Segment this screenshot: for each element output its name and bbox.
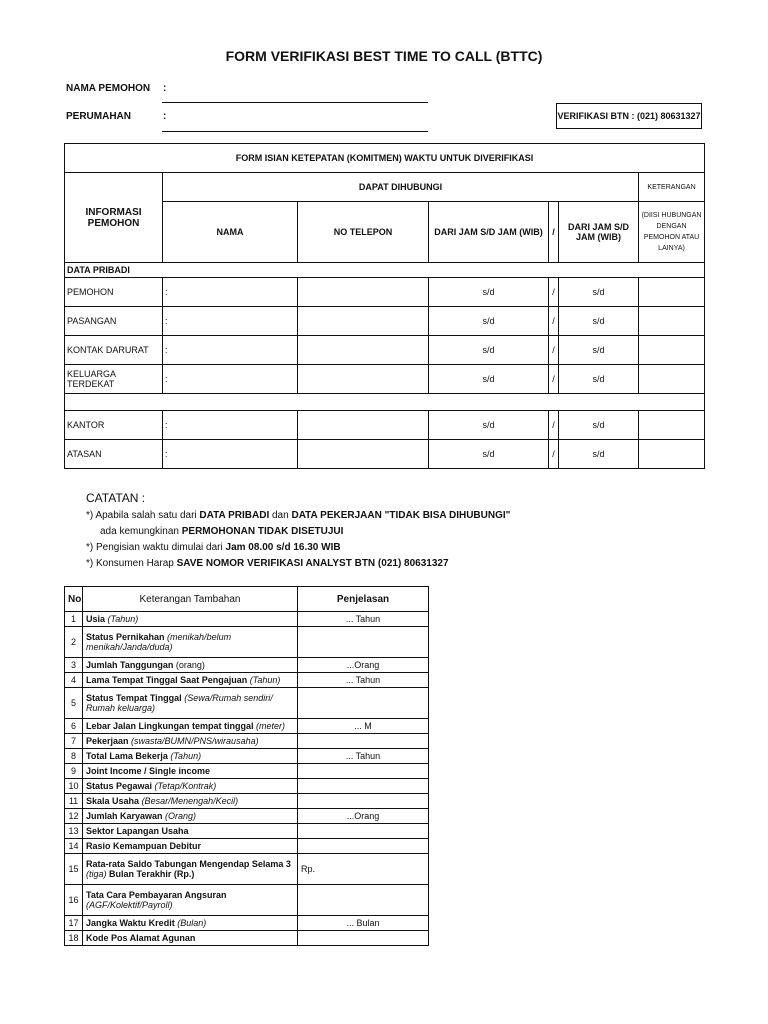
section-data-pekerjaan (65, 394, 705, 411)
nama-pemohon-field[interactable] (162, 101, 428, 103)
keterangan-cell[interactable] (639, 440, 705, 469)
perumahan-label: PERUMAHAN (66, 111, 131, 122)
jam-cell-2[interactable]: s/d (559, 307, 639, 336)
jam-cell-2[interactable]: s/d (559, 336, 639, 365)
catatan-heading: CATATAN : (86, 491, 146, 505)
nama-pemohon-colon: : (163, 83, 167, 94)
row-number: 11 (65, 794, 83, 809)
row-label: PEMOHON (65, 278, 163, 307)
catatan-line-1: *) Apabila salah satu dari DATA PRIBADI dan DATA PEKERJAAN "TIDAK BISA DIHUBUNGI" (86, 510, 511, 521)
row-keterangan: Kode Pos Alamat Agunan (83, 931, 298, 946)
col-nama: NAMA (163, 202, 298, 263)
table-row (65, 931, 429, 946)
nama-cell[interactable]: : (163, 365, 298, 394)
nama-cell[interactable]: : (163, 440, 298, 469)
row-penjelasan[interactable] (298, 764, 429, 779)
keterangan-cell[interactable] (639, 307, 705, 336)
table-row (65, 854, 429, 885)
row-number: 10 (65, 779, 83, 794)
row-penjelasan[interactable]: ... Tahun (298, 673, 429, 688)
table-row (65, 658, 429, 673)
row-keterangan: Jangka Waktu Kredit (Bulan) (83, 916, 298, 931)
row-keterangan: Jumlah Karyawan (Orang) (83, 809, 298, 824)
row-penjelasan[interactable] (298, 824, 429, 839)
col-slash: / (549, 202, 559, 263)
jam-cell-2[interactable]: s/d (559, 278, 639, 307)
catatan-line-2: ada kemungkinan PERMOHONAN TIDAK DISETUJUI (100, 526, 344, 537)
col-keterangan-tambahan: Keterangan Tambahan (83, 587, 298, 612)
row-number: 2 (65, 627, 83, 658)
jam-cell-2[interactable]: s/d (559, 411, 639, 440)
jam-cell-1[interactable]: s/d (429, 365, 549, 394)
row-atasan (65, 440, 705, 469)
nama-cell[interactable]: : (163, 411, 298, 440)
form-heading: FORM ISIAN KETEPATAN (KOMITMEN) WAKTU UNTUK DIVERIFIKASI (65, 144, 705, 173)
col-no-telepon: NO TELEPON (298, 202, 429, 263)
section-data-pribadi: DATA PRIBADI (65, 263, 705, 278)
nama-cell[interactable]: : (163, 336, 298, 365)
nama-pemohon-label: NAMA PEMOHON (66, 83, 151, 94)
row-keterangan: Usia (Tahun) (83, 612, 298, 627)
row-number: 7 (65, 734, 83, 749)
verifikasi-btn-box: VERIFIKASI BTN : (021) 80631327 (556, 103, 702, 129)
row-keterangan: Lama Tempat Tinggal Saat Pengajuan (Tahun) (83, 673, 298, 688)
row-keterangan: Status Pegawai (Tetap/Kontrak) (83, 779, 298, 794)
table-row (65, 719, 429, 734)
keterangan-header: KETERANGAN (639, 173, 705, 202)
col-dari-jam-2: DARI JAM S/D JAM (WIB) (559, 202, 639, 263)
row-keterangan: Joint Income / Single income (83, 764, 298, 779)
row-number: 15 (65, 854, 83, 885)
slash-cell: / (549, 440, 559, 469)
informasi-pemohon-header: INFORMASI PEMOHON (65, 173, 163, 263)
row-number: 18 (65, 931, 83, 946)
jam-cell-1[interactable]: s/d (429, 278, 549, 307)
row-number: 5 (65, 688, 83, 719)
table-row (65, 764, 429, 779)
row-label: KONTAK DARURAT (65, 336, 163, 365)
nama-cell[interactable]: : (163, 307, 298, 336)
row-label: KANTOR (65, 411, 163, 440)
telepon-cell[interactable] (298, 440, 429, 469)
row-keterangan: Rata-rata Saldo Tabungan Mengendap Selama 3 (tiga) Bulan Terakhir (Rp.) (83, 854, 298, 885)
table-row (65, 734, 429, 749)
row-penjelasan[interactable]: ...Orang (298, 658, 429, 673)
table-row (65, 627, 429, 658)
row-number: 1 (65, 612, 83, 627)
telepon-cell[interactable] (298, 278, 429, 307)
row-pemohon (65, 278, 705, 307)
keterangan-cell[interactable] (639, 365, 705, 394)
row-kantor (65, 411, 705, 440)
row-number: 3 (65, 658, 83, 673)
row-penjelasan[interactable]: ... Tahun (298, 749, 429, 764)
table-row (65, 824, 429, 839)
row-label: ATASAN (65, 440, 163, 469)
keterangan-note: (DIISI HUBUNGAN DENGAN PEMOHON ATAU LAINYA) (639, 202, 705, 263)
row-number: 9 (65, 764, 83, 779)
dapat-dihubungi-header: DAPAT DIHUBUNGI (163, 173, 639, 202)
slash-cell: / (549, 411, 559, 440)
row-penjelasan[interactable]: Rp. (298, 854, 429, 885)
row-keterangan: Tata Cara Pembayaran Angsuran (AGF/Kolektif/Payroll) (83, 885, 298, 916)
jam-cell-1[interactable]: s/d (429, 336, 549, 365)
keterangan-cell[interactable] (639, 411, 705, 440)
telepon-cell[interactable] (298, 307, 429, 336)
row-number: 6 (65, 719, 83, 734)
row-label: PASANGAN (65, 307, 163, 336)
row-keterangan: Lebar Jalan Lingkungan tempat tinggal (meter) (83, 719, 298, 734)
table-row (65, 794, 429, 809)
table-row (65, 779, 429, 794)
row-penjelasan[interactable]: ... M (298, 719, 429, 734)
row-keterangan: Skala Usaha (Besar/Menengah/Kecil) (83, 794, 298, 809)
catatan-section (86, 490, 706, 572)
row-penjelasan[interactable] (298, 885, 429, 916)
row-keluarga-terdekat (65, 365, 705, 394)
jam-cell-2[interactable]: s/d (559, 440, 639, 469)
slash-cell: / (549, 336, 559, 365)
table-row (65, 839, 429, 854)
row-keterangan: Status Pernikahan (menikah/belum menikah/Janda/duda) (83, 627, 298, 658)
row-penjelasan[interactable] (298, 688, 429, 719)
catatan-line-3: *) Pengisian waktu dimulai dari Jam 08.00 s/d 16.30 WIB (86, 542, 341, 553)
keterangan-cell[interactable] (639, 336, 705, 365)
catatan-line-4: *) Konsumen Harap SAVE NOMOR VERIFIKASI ANALYST BTN (021) 80631327 (86, 558, 449, 569)
row-keterangan: Rasio Kemampuan Debitur (83, 839, 298, 854)
row-penjelasan[interactable]: ... Tahun (298, 612, 429, 627)
row-keterangan: Total Lama Bekerja (Tahun) (83, 749, 298, 764)
row-number: 12 (65, 809, 83, 824)
perumahan-colon: : (163, 111, 167, 122)
table-row (65, 916, 429, 931)
row-number: 16 (65, 885, 83, 916)
row-penjelasan[interactable] (298, 931, 429, 946)
table-row (65, 749, 429, 764)
keterangan-cell[interactable] (639, 278, 705, 307)
table-row (65, 688, 429, 719)
table-row (65, 809, 429, 824)
slash-cell: / (549, 307, 559, 336)
row-pasangan (65, 307, 705, 336)
form-title: FORM VERIFIKASI BEST TIME TO CALL (BTTC) (225, 48, 543, 64)
keterangan-tambahan-table (64, 586, 429, 946)
row-penjelasan[interactable] (298, 839, 429, 854)
slash-cell: / (549, 365, 559, 394)
row-number: 13 (65, 824, 83, 839)
jam-cell-1[interactable]: s/d (429, 440, 549, 469)
bttc-form-table (64, 143, 705, 469)
row-keterangan: Sektor Lapangan Usaha (83, 824, 298, 839)
row-keterangan: Jumlah Tanggungan (orang) (83, 658, 298, 673)
jam-cell-1[interactable]: s/d (429, 411, 549, 440)
row-number: 17 (65, 916, 83, 931)
jam-cell-1[interactable]: s/d (429, 307, 549, 336)
row-label: KELUARGA TERDEKAT (65, 365, 163, 394)
telepon-cell[interactable] (298, 411, 429, 440)
perumahan-field[interactable] (162, 130, 428, 132)
table-row (65, 673, 429, 688)
row-keterangan: Pekerjaan (swasta/BUMN/PNS/wirausaha) (83, 734, 298, 749)
table-row (65, 612, 429, 627)
col-dari-jam-1: DARI JAM S/D JAM (WIB) (429, 202, 549, 263)
row-penjelasan[interactable] (298, 734, 429, 749)
jam-cell-2[interactable]: s/d (559, 365, 639, 394)
row-number: 4 (65, 673, 83, 688)
table-row (65, 885, 429, 916)
row-number: 14 (65, 839, 83, 854)
slash-cell: / (549, 278, 559, 307)
row-penjelasan[interactable]: ...Orang (298, 809, 429, 824)
telepon-cell[interactable] (298, 365, 429, 394)
col-penjelasan: Penjelasan (298, 587, 429, 612)
nama-cell[interactable]: : (163, 278, 298, 307)
row-keterangan: Status Tempat Tinggal (Sewa/Rumah sendiri/ Rumah keluarga) (83, 688, 298, 719)
row-number: 8 (65, 749, 83, 764)
telepon-cell[interactable] (298, 336, 429, 365)
row-penjelasan[interactable] (298, 627, 429, 658)
col-no: No (65, 587, 83, 612)
row-kontak-darurat (65, 336, 705, 365)
row-penjelasan[interactable] (298, 779, 429, 794)
row-penjelasan[interactable] (298, 794, 429, 809)
row-penjelasan[interactable]: ... Bulan (298, 916, 429, 931)
